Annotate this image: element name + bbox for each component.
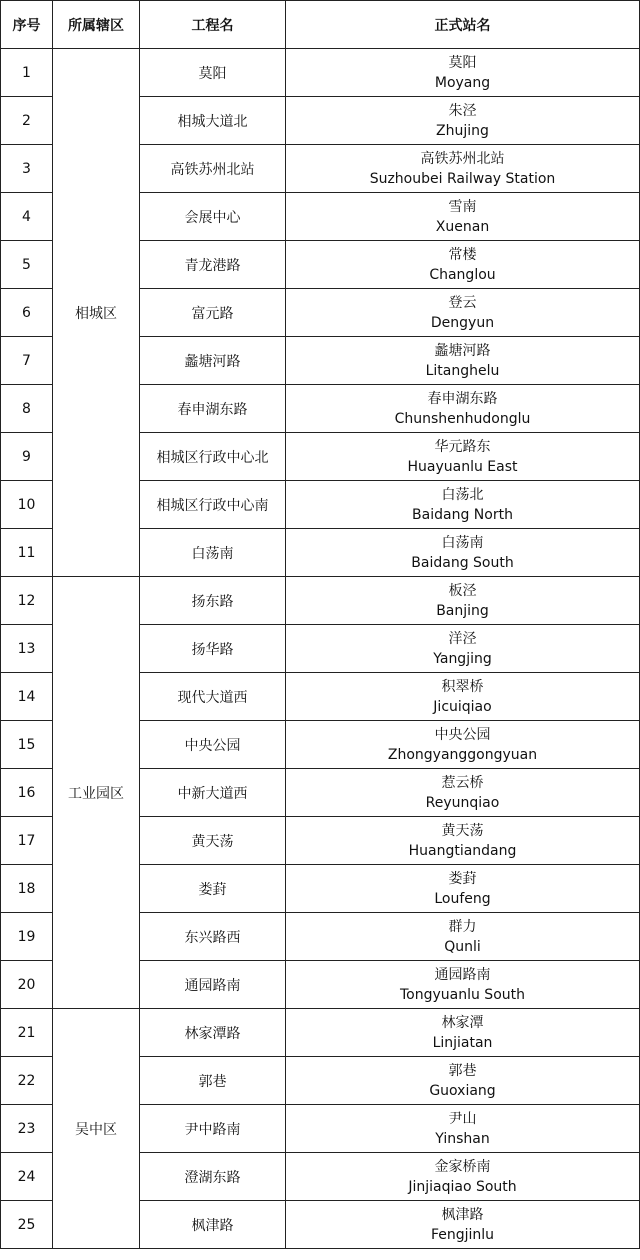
official-name xyxy=(286,529,640,577)
official-name-en: Tongyuanlu South xyxy=(399,986,525,1003)
project-name: 青龙港路 xyxy=(140,241,286,289)
row-number: 5 xyxy=(1,241,53,289)
official-name-en: Huayuanlu East xyxy=(407,458,518,475)
row-number: 4 xyxy=(1,193,53,241)
official-name-zh: 高铁苏州北站 xyxy=(420,150,505,167)
row-number: 2 xyxy=(1,97,53,145)
project-name: 相城区行政中心南 xyxy=(140,481,286,529)
official-name-zh: 雪南 xyxy=(448,198,477,215)
project-name: 蠡塘河路 xyxy=(140,337,286,385)
row-number: 3 xyxy=(1,145,53,193)
official-name-zh: 华元路东 xyxy=(434,438,491,455)
row-number: 11 xyxy=(1,529,53,577)
project-name: 富元路 xyxy=(140,289,286,337)
official-name-zh: 金家桥南 xyxy=(434,1158,491,1175)
official-name-en: Baidang North xyxy=(412,506,513,523)
official-name-en: Xuenan xyxy=(435,218,490,235)
district-cell: 相城区 xyxy=(53,49,140,577)
project-name: 娄葑 xyxy=(140,865,286,913)
project-name: 会展中心 xyxy=(140,193,286,241)
official-name-zh: 常楼 xyxy=(448,246,477,263)
row-number: 1 xyxy=(1,49,53,97)
official-name xyxy=(286,865,640,913)
official-name-en: Zhongyanggongyuan xyxy=(387,746,538,763)
official-name-en: Litanghelu xyxy=(425,362,500,379)
official-name xyxy=(286,1057,640,1105)
official-name-en: Loufeng xyxy=(434,890,491,907)
official-name-en: Jicuiqiao xyxy=(433,698,492,715)
project-name: 春申湖东路 xyxy=(140,385,286,433)
table-row xyxy=(1,49,640,97)
official-name xyxy=(286,241,640,289)
table-row xyxy=(1,1009,640,1057)
official-name-zh: 中央公园 xyxy=(434,726,491,743)
row-number: 7 xyxy=(1,337,53,385)
official-name-en: Yinshan xyxy=(435,1130,490,1147)
project-name: 尹中路南 xyxy=(140,1105,286,1153)
official-name xyxy=(286,577,640,625)
official-name-en: Suzhoubei Railway Station xyxy=(369,170,556,187)
official-name-zh: 娄葑 xyxy=(448,870,477,887)
official-name-en: Changlou xyxy=(429,266,496,283)
project-name: 白荡南 xyxy=(140,529,286,577)
table-body xyxy=(1,49,640,1249)
official-name xyxy=(286,961,640,1009)
row-number: 10 xyxy=(1,481,53,529)
official-name-zh: 登云 xyxy=(448,294,477,311)
project-name: 郭巷 xyxy=(140,1057,286,1105)
official-name xyxy=(286,625,640,673)
official-name-en: Fengjinlu xyxy=(430,1226,495,1243)
project-name: 枫津路 xyxy=(140,1201,286,1249)
row-number: 6 xyxy=(1,289,53,337)
official-name-zh: 板泾 xyxy=(448,582,477,599)
official-name-en: Moyang xyxy=(434,74,491,91)
official-name-zh: 林家潭 xyxy=(441,1014,484,1031)
official-name xyxy=(286,1153,640,1201)
official-name-zh: 积翠桥 xyxy=(441,678,484,695)
official-name xyxy=(286,721,640,769)
official-name xyxy=(286,481,640,529)
official-name xyxy=(286,145,640,193)
row-number: 16 xyxy=(1,769,53,817)
official-name-zh: 洋泾 xyxy=(448,630,477,647)
row-number: 13 xyxy=(1,625,53,673)
header-official: 正式站名 xyxy=(286,1,640,49)
official-name xyxy=(286,1009,640,1057)
row-number: 23 xyxy=(1,1105,53,1153)
district-cell: 工业园区 xyxy=(53,577,140,1009)
row-number: 18 xyxy=(1,865,53,913)
official-name-en: Linjiatan xyxy=(432,1034,493,1051)
project-name: 扬华路 xyxy=(140,625,286,673)
official-name-zh: 黄天荡 xyxy=(441,822,484,839)
official-name-en: Jinjiaqiao South xyxy=(408,1178,517,1195)
header-row xyxy=(1,1,640,49)
project-name: 扬东路 xyxy=(140,577,286,625)
project-name: 东兴路西 xyxy=(140,913,286,961)
project-name: 相城大道北 xyxy=(140,97,286,145)
table-row xyxy=(1,577,640,625)
header-no: 序号 xyxy=(1,1,53,49)
official-name-en: Reyunqiao xyxy=(425,794,500,811)
row-number: 20 xyxy=(1,961,53,1009)
official-name xyxy=(286,769,640,817)
official-name xyxy=(286,817,640,865)
official-name-zh: 白荡南 xyxy=(441,534,484,551)
row-number: 14 xyxy=(1,673,53,721)
official-name xyxy=(286,1105,640,1153)
row-number: 9 xyxy=(1,433,53,481)
project-name: 现代大道西 xyxy=(140,673,286,721)
official-name-zh: 惹云桥 xyxy=(441,774,484,791)
project-name: 高铁苏州北站 xyxy=(140,145,286,193)
official-name-en: Dengyun xyxy=(430,314,495,331)
project-name: 通园路南 xyxy=(140,961,286,1009)
official-name xyxy=(286,1201,640,1249)
official-name xyxy=(286,673,640,721)
project-name: 林家潭路 xyxy=(140,1009,286,1057)
official-name xyxy=(286,433,640,481)
project-name: 中央公园 xyxy=(140,721,286,769)
official-name-en: Banjing xyxy=(436,602,489,619)
official-name xyxy=(286,193,640,241)
row-number: 25 xyxy=(1,1201,53,1249)
project-name: 中新大道西 xyxy=(140,769,286,817)
project-name: 莫阳 xyxy=(140,49,286,97)
header-project: 工程名 xyxy=(140,1,286,49)
project-name: 相城区行政中心北 xyxy=(140,433,286,481)
official-name-zh: 枫津路 xyxy=(441,1206,484,1223)
official-name xyxy=(286,913,640,961)
row-number: 17 xyxy=(1,817,53,865)
official-name-zh: 郭巷 xyxy=(448,1062,477,1079)
district-cell: 吴中区 xyxy=(53,1009,140,1249)
official-name-zh: 朱泾 xyxy=(448,102,477,119)
official-name xyxy=(286,385,640,433)
official-name xyxy=(286,97,640,145)
official-name-en: Baidang South xyxy=(411,554,514,571)
official-name-zh: 群力 xyxy=(448,918,477,935)
official-name-zh: 春申湖东路 xyxy=(427,390,498,407)
official-name-en: Yangjing xyxy=(433,650,492,667)
row-number: 19 xyxy=(1,913,53,961)
official-name xyxy=(286,289,640,337)
official-name-en: Huangtiandang xyxy=(408,842,517,859)
project-name: 黄天荡 xyxy=(140,817,286,865)
project-name: 澄湖东路 xyxy=(140,1153,286,1201)
official-name-en: Guoxiang xyxy=(429,1082,496,1099)
header-district: 所属辖区 xyxy=(53,1,140,49)
official-name-zh: 白荡北 xyxy=(441,486,484,503)
official-name-zh: 尹山 xyxy=(448,1110,477,1127)
row-number: 22 xyxy=(1,1057,53,1105)
official-name xyxy=(286,49,640,97)
official-name-zh: 蠡塘河路 xyxy=(434,342,491,359)
official-name xyxy=(286,337,640,385)
row-number: 21 xyxy=(1,1009,53,1057)
official-name-zh: 莫阳 xyxy=(448,54,477,71)
official-name-en: Zhujing xyxy=(436,122,489,139)
official-name-en: Chunshenhudonglu xyxy=(394,410,531,427)
row-number: 12 xyxy=(1,577,53,625)
row-number: 15 xyxy=(1,721,53,769)
official-name-en: Qunli xyxy=(444,938,481,955)
official-name-zh: 通园路南 xyxy=(434,966,491,983)
row-number: 24 xyxy=(1,1153,53,1201)
table-header xyxy=(1,1,640,49)
row-number: 8 xyxy=(1,385,53,433)
